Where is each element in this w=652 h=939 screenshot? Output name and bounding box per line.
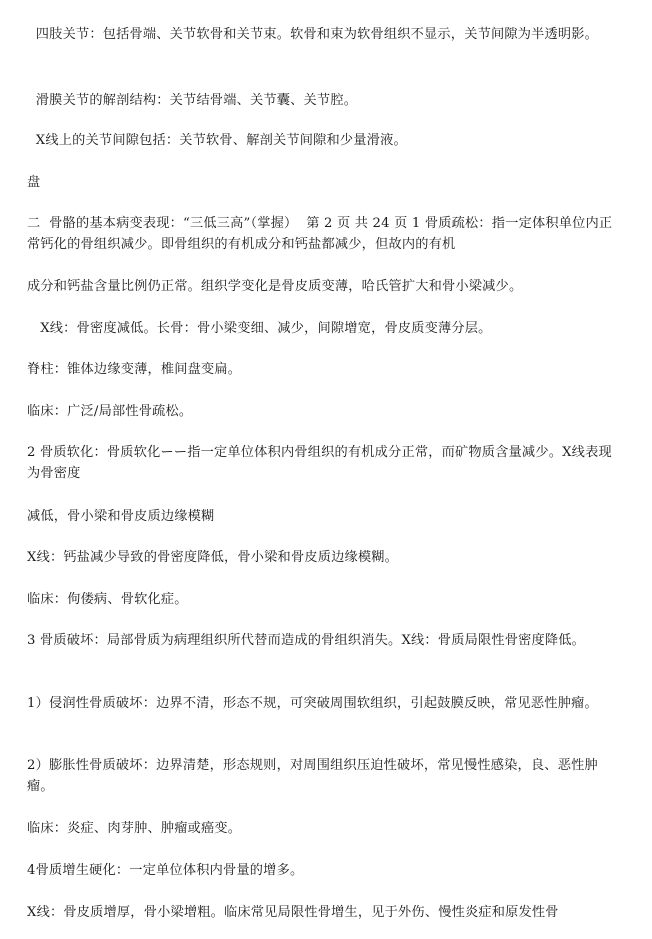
paragraph-clinical-rickets: 临床：佝偻病、骨软化症。 (27, 592, 188, 607)
paragraph-xray-density: X线：骨密度减低。长骨：骨小梁变细、减少，间隙增宽，骨皮质变薄分层。 (27, 321, 492, 336)
paragraph-spine: 脊柱：锥体边缘变薄，椎间盘变扁。 (27, 362, 242, 377)
paragraph-xray-cortex: X线：骨皮质增厚，骨小梁增粗。临床常见局限性骨增生，见于外伤、慢性炎症和原发性骨 (27, 905, 559, 920)
paragraph-limb-joints: 四肢关节：包括骨端、关节软骨和关节束。软骨和束为软骨组织不显示，关节间隙为半透明影。 (27, 27, 599, 42)
paragraph-disc: 盘 (27, 175, 41, 190)
paragraph-hyperostosis: 4骨质增生硬化：一定单位体积内骨量的增多。 (27, 863, 304, 878)
paragraph-infiltrative: 1）侵润性骨质破坏：边界不清，形态不规，可突破周围软组织，引起鼓膜反映，常见恶性肿瘤。 (27, 696, 598, 711)
paragraph-composition: 成分和钙盐含量比例仍正常。组织学变化是骨皮质变薄，哈氏管扩大和骨小梁减少。 (27, 279, 523, 294)
paragraph-xray-calcium: X线：钙盐减少导致的骨密度降低，骨小梁和骨皮质边缘模糊。 (27, 550, 399, 565)
paragraph-clinical-osteoporosis: 临床：广泛/局部性骨疏松。 (27, 404, 193, 419)
paragraph-expansile: 2）膨胀性骨质破坏：边界清楚，形态规则，对周围组织压迫性破坏，常见慢性感染，良、恶性肿瘤。 (27, 758, 598, 794)
paragraph-osteomalacia: 2 骨质软化：骨质软化ーー指一定单位体积内骨组织的有机成分正常，而矿物质含量减少。X线表现为骨密度 (27, 445, 612, 481)
paragraph-basic-lesions: 二 骨骼的基本病变表现：“三低三高”（掌握） 第 2 页 共 24 页 1 骨质疏松：指一定体积单位内正常钙化的骨组织减少。即骨组织的有机成分和钙盐都减少，但故内的有机 (27, 216, 613, 252)
paragraph-reduced-density: 减低，骨小梁和骨皮质边缘模糊 (27, 509, 215, 524)
paragraph-synovial-joint: 滑膜关节的解剖结构：关节结骨端、关节囊、关节腔。 (27, 93, 358, 108)
paragraph-xray-joint-space: X线上的关节间隙包括：关节软骨、解剖关节间隙和少量滑液。 (27, 133, 407, 148)
paragraph-bone-destruction: 3 骨质破坏：局部骨质为病理组织所代替而造成的骨组织消失。X线：骨质局限性骨密度降低。 (27, 633, 586, 648)
paragraph-clinical-inflammation: 临床：炎症、肉芽肿、肿瘤或癌变。 (27, 821, 242, 836)
